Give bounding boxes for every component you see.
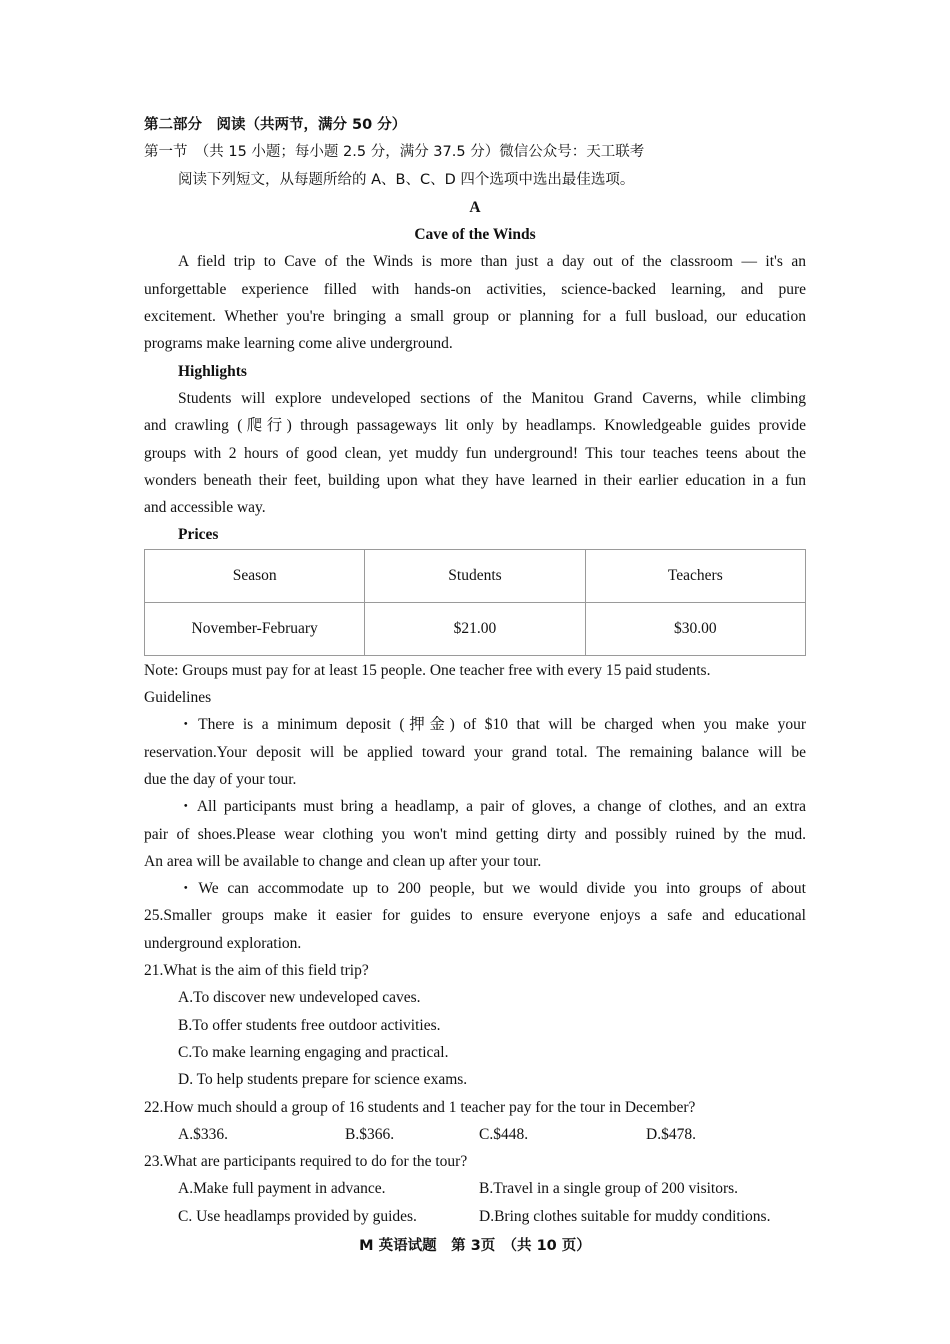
options-row (144, 1203, 806, 1230)
option-a: A.$336. (178, 1125, 228, 1143)
section-heading: 第一节 （共 15 小题；每小题 2.5 分，满分 37.5 分）微信公众号：天工联考 (144, 144, 645, 161)
text-line: excitement. Whether you're bringing a small group or planning for a full busload, our education (144, 308, 806, 326)
prices-heading: Prices (178, 526, 219, 544)
options-row (144, 1175, 806, 1202)
passage-title: Cave of the Winds (414, 226, 536, 244)
option-b: B.Travel in a single group of 200 visitors. (479, 1180, 739, 1198)
table-cell: $30.00 (585, 602, 805, 655)
text-line: Students will explore undeveloped sections of the Manitou Grand Caverns, while climbing (178, 389, 806, 407)
text-line: groups with 2 hours of good clean, yet muddy fun underground! This tour teaches teens about the (144, 444, 806, 462)
text-line: underground exploration. (144, 934, 302, 952)
text-line: An area will be available to change and clean up after your tour. (144, 852, 542, 870)
option-c: C.To make learning engaging and practical. (178, 1043, 449, 1061)
highlights-paragraph (144, 385, 806, 521)
option-b: B.To offer students free outdoor activities. (178, 1016, 441, 1034)
guideline-item (144, 711, 806, 793)
option-d: D.Bring clothes suitable for muddy conditions. (479, 1207, 771, 1225)
page-footer (0, 1233, 950, 1260)
text-line: ・All participants must bring a headlamp, a pair of gloves, a change of clothes, and an extra (178, 798, 806, 816)
question-23 (144, 1148, 806, 1230)
question-22 (144, 1094, 806, 1149)
intro-paragraph (144, 248, 806, 357)
table-cell: November-February (145, 602, 365, 655)
text-line: ・We can accommodate up to 200 people, but we would divide you into groups of about (178, 880, 806, 898)
option-c: C. Use headlamps provided by guides. (178, 1207, 417, 1225)
prices-table (144, 549, 806, 656)
options-row (144, 1121, 806, 1148)
passage-letter: A (469, 198, 481, 216)
question-21 (144, 957, 806, 1093)
text-line: and accessible way. (144, 499, 266, 517)
instruction: 阅读下列短文，从每题所给的 A、B、C、D 四个选项中选出最佳选项。 (178, 171, 635, 188)
price-note: Note: Groups must pay for at least 15 people. One teacher free with every 15 paid students. (144, 661, 711, 679)
question-stem: 21.What is the aim of this field trip? (144, 962, 369, 980)
text-line: due the day of your tour. (144, 770, 297, 788)
text-line: ・There is a minimum deposit (押金) of $10 that will be charged when you make your (178, 716, 806, 734)
text-line: and crawling (爬行) through passageways lit only by headlamps. Knowledgeable guides provide (144, 417, 806, 435)
table-row (145, 602, 806, 655)
text-line: programs make learning come alive underground. (144, 335, 453, 353)
guidelines-heading: Guidelines (144, 689, 212, 707)
question-stem: 23.What are participants required to do for the tour? (144, 1153, 468, 1171)
exam-page (144, 112, 806, 1230)
table-cell: $21.00 (365, 602, 585, 655)
guideline-item (144, 875, 806, 957)
table-header-cell: Students (365, 549, 585, 602)
question-stem: 22.How much should a group of 16 students and 1 teacher pay for the tour in December? (144, 1098, 696, 1116)
option-d: D.$478. (646, 1125, 696, 1143)
footer-text: M 英语试题 第 3页 （共 10 页） (359, 1238, 591, 1254)
text-line: wonders beneath their feet, building upon what they have learned in their earlier education in a fun (144, 471, 806, 489)
table-header-cell: Teachers (585, 549, 805, 602)
part-heading: 第二部分 阅读（共两节，满分 50 分） (144, 117, 407, 133)
option-a: A.To discover new undeveloped caves. (178, 989, 421, 1007)
text-line: unforgettable experience filled with hands-on activities, science-backed learning, and pure (144, 280, 806, 298)
text-line: pair of shoes.Please wear clothing you won't mind getting dirty and possibly ruined by the mud. (144, 825, 806, 843)
highlights-heading: Highlights (178, 362, 247, 380)
text-line: reservation.Your deposit will be applied toward your grand total. The remaining balance will be (144, 743, 806, 761)
option-b: B.$366. (345, 1125, 395, 1143)
table-header-row (145, 549, 806, 602)
text-line: A field trip to Cave of the Winds is more than just a day out of the classroom — it's an (178, 253, 806, 271)
text-line: 25.Smaller groups make it easier for guides to ensure everyone enjoys a safe and educational (144, 907, 806, 925)
table-header-cell: Season (145, 549, 365, 602)
option-c: C.$448. (479, 1125, 529, 1143)
option-d: D. To help students prepare for science exams. (178, 1071, 468, 1089)
guideline-item (144, 793, 806, 875)
option-a: A.Make full payment in advance. (178, 1180, 386, 1198)
